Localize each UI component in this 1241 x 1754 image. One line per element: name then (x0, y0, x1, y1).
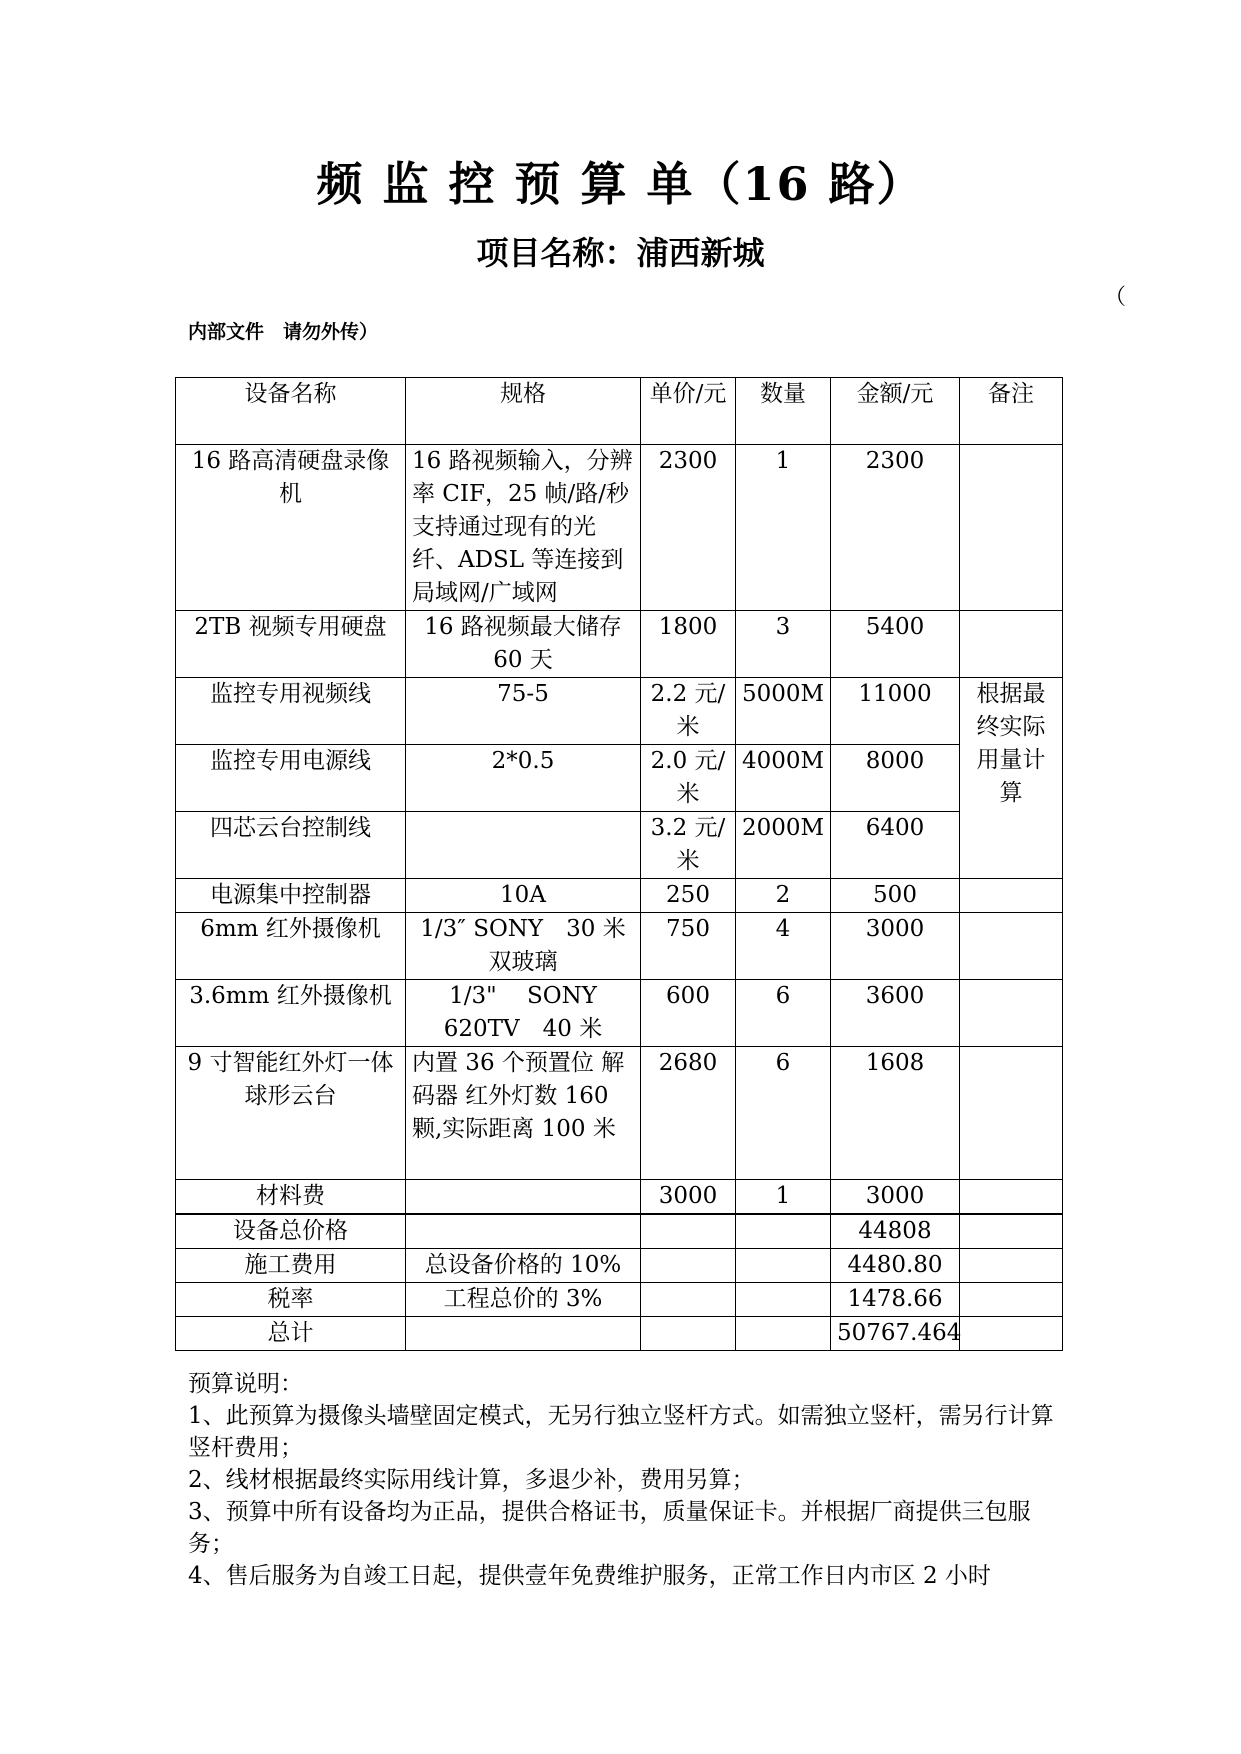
item-spec: 内置 36 个预置位 解码器 红外灯数 160 颗,实际距离 100 米 (406, 1047, 641, 1180)
item-remark (960, 611, 1063, 678)
item-qty: 6 (736, 980, 831, 1047)
item-spec: 75-5 (406, 678, 641, 745)
item-amount: 8000 (831, 745, 960, 812)
item-qty: 2000M (736, 812, 831, 879)
item-remark (960, 879, 1063, 913)
summary-row (176, 1317, 1063, 1351)
item-qty: 4000M (736, 745, 831, 812)
empty-cell (641, 1283, 736, 1317)
note-item: 2、线材根据最终实际用线计算，多退少补，费用另算； (188, 1467, 755, 1493)
item-price: 1800 (641, 611, 736, 678)
item-spec: 10A (406, 879, 641, 913)
summary-amount: 44808 (831, 1214, 960, 1249)
header-cell: 单价/元 (641, 378, 736, 445)
item-spec: 16 路视频最大储存 60 天 (406, 611, 641, 678)
item-name: 3.6mm 红外摄像机 (176, 980, 406, 1047)
note-item: 1、此预算为摄像头墙壁固定模式，无另行独立竖杆方式。如需独立竖杆，需另行计算竖杆费用； (188, 1403, 1054, 1461)
empty-cell (960, 1249, 1063, 1283)
item-name: 16 路高清硬盘录像机 (176, 445, 406, 611)
item-amount: 2300 (831, 445, 960, 611)
item-name: 监控专用电源线 (176, 745, 406, 812)
item-name: 四芯云台控制线 (176, 812, 406, 879)
item-price: 2680 (641, 1047, 736, 1180)
empty-cell (736, 1249, 831, 1283)
table-row (176, 812, 1063, 879)
item-spec: 16 路视频输入，分辨率 CIF，25 帧/路/秒 支持通过现有的光纤、ADSL 等连接到局域网/广域网 (406, 445, 641, 611)
item-price: 2300 (641, 445, 736, 611)
table-row (176, 745, 1063, 812)
item-price: 2.0 元/米 (641, 745, 736, 812)
table-row (176, 913, 1063, 980)
project-name: 项目名称：浦西新城 (476, 234, 765, 272)
item-name: 6mm 红外摄像机 (176, 913, 406, 980)
summary-amount: 1478.66 (831, 1283, 960, 1317)
budget-notes (188, 1368, 1058, 1592)
open-paren: （ (1104, 285, 1127, 310)
empty-cell (960, 1283, 1063, 1317)
item-amount: 500 (831, 879, 960, 913)
item-price: 2.2 元/米 (641, 678, 736, 745)
summary-name: 税率 (176, 1283, 406, 1317)
item-remark (960, 980, 1063, 1047)
item-spec (406, 812, 641, 879)
table-row (176, 980, 1063, 1047)
item-qty: 4 (736, 913, 831, 980)
item-name: 9 寸智能红外灯一体球形云台 (176, 1047, 406, 1180)
header-cell: 金额/元 (831, 378, 960, 445)
item-name: 材料费 (176, 1180, 406, 1215)
summary-name: 设备总价格 (176, 1214, 406, 1249)
table-row (176, 611, 1063, 678)
summary-spec (406, 1317, 641, 1351)
note-item: 4、售后服务为自竣工日起，提供壹年免费维护服务，正常工作日内市区 2 小时 (188, 1563, 991, 1589)
item-remark (960, 445, 1063, 611)
table-row (176, 1047, 1063, 1180)
item-name: 监控专用视频线 (176, 678, 406, 745)
summary-row (176, 1214, 1063, 1249)
internal-note: 内部文件 请勿外传） (188, 321, 379, 343)
item-qty: 1 (736, 445, 831, 611)
table-row (176, 678, 1063, 745)
item-qty: 5000M (736, 678, 831, 745)
item-price: 250 (641, 879, 736, 913)
item-amount: 3000 (831, 1180, 960, 1215)
item-price: 3.2 元/米 (641, 812, 736, 879)
header-cell: 设备名称 (176, 378, 406, 445)
item-price: 600 (641, 980, 736, 1047)
item-spec: 2*0.5 (406, 745, 641, 812)
summary-spec: 工程总价的 3% (406, 1283, 641, 1317)
item-amount: 11000 (831, 678, 960, 745)
empty-cell (736, 1283, 831, 1317)
empty-cell (641, 1317, 736, 1351)
empty-cell (960, 1317, 1063, 1351)
empty-cell (960, 1214, 1063, 1249)
merged-remark: 根据最终实际用量计算 (960, 678, 1063, 879)
item-price: 3000 (641, 1180, 736, 1215)
notes-heading: 预算说明： (188, 1371, 303, 1397)
item-spec: 1/3″ SONY 30 米双玻璃 (406, 913, 641, 980)
table-row (176, 445, 1063, 611)
item-qty: 2 (736, 879, 831, 913)
item-qty: 3 (736, 611, 831, 678)
item-remark (960, 1047, 1063, 1180)
header-cell: 备注 (960, 378, 1063, 445)
summary-row (176, 1283, 1063, 1317)
summary-name: 总计 (176, 1317, 406, 1351)
summary-amount: 4480.80 (831, 1249, 960, 1283)
summary-spec: 总设备价格的 10% (406, 1249, 641, 1283)
item-amount: 3600 (831, 980, 960, 1047)
empty-cell (736, 1214, 831, 1249)
item-price: 750 (641, 913, 736, 980)
item-remark (960, 1180, 1063, 1215)
item-name: 电源集中控制器 (176, 879, 406, 913)
item-amount: 5400 (831, 611, 960, 678)
document-title: 频 监 控 预 算 单（16 路） (316, 157, 925, 211)
summary-row (176, 1249, 1063, 1283)
item-spec (406, 1180, 641, 1215)
table-row (176, 1180, 1063, 1215)
header-cell: 数量 (736, 378, 831, 445)
empty-cell (736, 1317, 831, 1351)
item-spec: 1/3" SONY 620TV 40 米 (406, 980, 641, 1047)
item-qty: 6 (736, 1047, 831, 1180)
item-remark (960, 913, 1063, 980)
budget-table (175, 377, 1063, 1351)
summary-name: 施工费用 (176, 1249, 406, 1283)
table-row (176, 879, 1063, 913)
item-amount: 1608 (831, 1047, 960, 1180)
summary-amount: 50767.464 (831, 1317, 960, 1351)
note-item: 3、预算中所有设备均为正品，提供合格证书，质量保证卡。并根据厂商提供三包服务； (188, 1499, 1031, 1557)
item-name: 2TB 视频专用硬盘 (176, 611, 406, 678)
summary-spec (406, 1214, 641, 1249)
item-amount: 6400 (831, 812, 960, 879)
empty-cell (641, 1249, 736, 1283)
item-qty: 1 (736, 1180, 831, 1215)
empty-cell (641, 1214, 736, 1249)
item-amount: 3000 (831, 913, 960, 980)
header-cell: 规格 (406, 378, 641, 445)
table-header-row (176, 378, 1063, 445)
